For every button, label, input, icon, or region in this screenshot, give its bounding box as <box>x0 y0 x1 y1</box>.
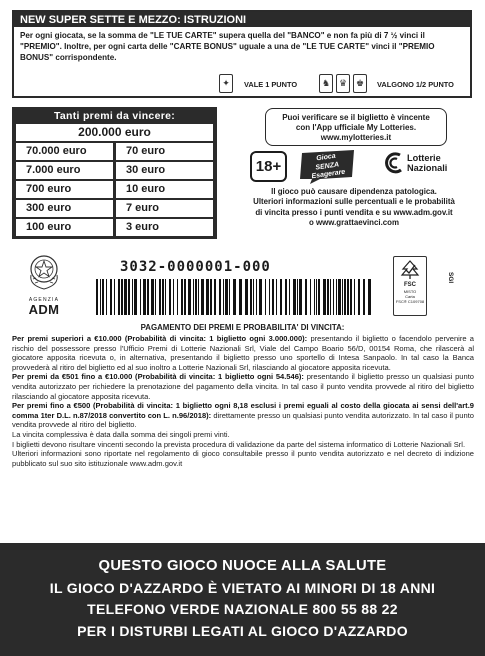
barcode-bar <box>124 279 127 315</box>
lotterie-nazionali-logo <box>407 153 447 173</box>
gioca-line: Esagerare <box>311 168 346 181</box>
barcode-bar <box>193 279 194 315</box>
barcode-bar <box>184 279 186 315</box>
barcode-bar <box>159 279 161 315</box>
king-card-icon: ♚ <box>353 74 367 93</box>
barcode-bar <box>132 279 133 315</box>
app-verify-box <box>265 108 447 146</box>
barcode-bar <box>100 279 101 315</box>
barcode-bar <box>269 279 270 315</box>
barcode-bar <box>310 279 311 315</box>
barcode-bar <box>140 279 141 315</box>
adm-label: ADM <box>28 302 60 317</box>
payment-info <box>12 334 474 468</box>
ace-card-icon: ✦ <box>219 74 233 93</box>
prize-cell: 300 euro <box>16 200 113 217</box>
barcode-bar <box>188 279 191 315</box>
prize-cell: 7 euro <box>116 200 213 217</box>
barcode-bar <box>206 279 209 315</box>
barcode-bar <box>316 279 317 315</box>
barcode-bar <box>293 279 296 315</box>
barcode-bar <box>285 279 287 315</box>
barcode-bar <box>318 279 320 315</box>
jack-card-icon: ♞ <box>319 74 333 93</box>
prize-cell: 10 euro <box>116 181 213 198</box>
barcode-bar <box>198 279 199 315</box>
barcode-bar <box>245 279 248 315</box>
barcode-bar <box>102 279 104 315</box>
warning-line: di vincita presso i punti vendita e su www.adm.gov.it <box>255 207 453 217</box>
gambling-warning <box>238 187 470 229</box>
barcode-bar <box>299 279 302 315</box>
barcode-bar <box>358 279 360 315</box>
barcode-bar <box>165 279 166 315</box>
prize-table-title: Tanti premi da vincere: <box>53 110 176 122</box>
prize-cell: 3 euro <box>116 219 213 236</box>
verify-url: www.mylotteries.it <box>320 133 392 142</box>
barcode-bar <box>330 279 331 315</box>
barcode-bar <box>265 279 266 315</box>
payment-paragraph: Ulteriori informazioni sono riportate nel regolamento di gioco consultabile presso il punto vendita autorizzato e nel decreto di indizione pubblicato sul suo sito istituzionale www.adm.gov.it <box>12 449 474 468</box>
barcode-bar <box>314 279 315 315</box>
barcode <box>96 279 373 315</box>
barcode-bar <box>354 279 355 315</box>
barcode-bar <box>177 279 178 315</box>
warning-line: Ulteriori informazioni sulle percentuali e le probabilità <box>253 197 455 207</box>
barcode-bar <box>363 279 365 315</box>
prize-grid <box>16 143 213 236</box>
barcode-bar <box>151 279 154 315</box>
gioca-senza-esagerare-logo <box>296 149 358 185</box>
barcode-bar <box>327 279 329 315</box>
barcode-bar <box>289 279 290 315</box>
payment-paragraph-text: presentando il biglietto o facendolo pervenire a rischio del possessore presso l'Ufficio Premi di Lotterie Nazionali Srl, Viale del Campo Boario 56/D, 00154 Roma, che rilascerà al giocatore apposita ricevuta o, in alternativa, presentando il biglietto presso uno sportello di Intesa Sanpaolo. In tal caso la Banca provvederà al ritiro del biglietto ed al suo inoltro a Lotterie Nazionali Srl, rilasciando al giocatore apposita ricevuta. <box>12 334 475 372</box>
barcode-bar <box>225 279 228 315</box>
payment-title: PAGAMENTO DEI PREMI E PROBABILITA' DI VINCITA: <box>140 323 345 332</box>
barcode-bar <box>173 279 174 315</box>
instructions-text: Per ogni giocata, se la somma de "LE TUE CARTE" supera quella del "BANCO" e non fa più di 7 ½ vinci il "PREMIO". Inoltre, per ogni carta delle "CARTE BONUS" uguale a una de "LE TUE CARTE" vinci il "PREMIO BONUS" corrispondente. <box>20 31 435 62</box>
queen-card-icon: ♛ <box>336 74 350 93</box>
barcode-bar <box>297 279 298 315</box>
barcode-bar <box>195 279 197 315</box>
prize-cell: 100 euro <box>16 219 113 236</box>
barcode-bar <box>344 279 346 315</box>
barcode-bar <box>336 279 337 315</box>
barcode-bar <box>210 279 212 315</box>
barcode-bar <box>181 279 183 315</box>
barcode-bar <box>162 279 164 315</box>
warning-line: o www.grattaevinci.com <box>308 218 400 228</box>
barcode-bar <box>250 279 252 315</box>
barcode-bar <box>280 279 282 315</box>
agenzia-label: AGENZIA <box>28 297 60 303</box>
barcode-bar <box>350 279 352 315</box>
instructions-header: NEW SUPER SETTE E MEZZO: ISTRUZIONI <box>14 12 470 27</box>
fsc-carta: Carta <box>405 294 415 299</box>
barcode-bar <box>201 279 204 315</box>
banner-line: PER I DISTURBI LEGATI AL GIOCO D'AZZARDO <box>77 622 408 639</box>
gioca-line: SENZA <box>314 160 340 172</box>
barcode-bar <box>256 279 257 315</box>
prize-cell: 30 euro <box>116 162 213 179</box>
verify-line: con l'App ufficiale My Lotteries. <box>295 123 417 132</box>
barcode-bar <box>272 279 274 315</box>
barcode-bar <box>143 279 146 315</box>
barcode-bar <box>239 279 242 315</box>
barcode-bar <box>155 279 156 315</box>
card-value-legend <box>209 74 471 96</box>
barcode-bar <box>253 279 254 315</box>
prize-cell: 7.000 euro <box>16 162 113 179</box>
prize-cell: 700 euro <box>16 181 113 198</box>
payment-paragraph <box>12 334 474 372</box>
payment-paragraph-heading: Per premi superiori a €10.000 (Probabilità di vincita: 1 biglietto ogni 3.000.000): <box>12 334 308 343</box>
barcode-bar <box>305 279 307 315</box>
adm-agency-logo <box>12 251 76 321</box>
ticket-serial-number: 3032-0000001-000 <box>120 259 271 275</box>
barcode-bar <box>106 279 107 315</box>
barcode-bar <box>96 279 98 315</box>
barcode-bar <box>169 279 171 315</box>
payment-paragraph: I biglietti devono risultare vincenti secondo la prevista procedura di validazione da parte del sistema informatico di Lotterie Nazionali Srl. <box>12 439 466 449</box>
age-restriction-badge: 18+ <box>250 151 287 182</box>
health-warning-banner <box>0 543 485 656</box>
lotterie-nazionali-icon <box>385 152 405 174</box>
payment-paragraph-text: presentando il biglietto presso un qualsiasi punto vendita autorizzato per richiedere la prenotazione del pagamento della vincita. In tal caso il punto vendita provvede al ritiro del biglietto rilasciando al giocatore apposita ricevuta. <box>12 372 474 401</box>
instructions-box <box>12 10 472 98</box>
barcode-bar <box>110 279 112 315</box>
fsc-misto: MISTO <box>403 289 417 294</box>
sgi-label: SGI <box>447 272 454 284</box>
tree-check-icon <box>398 259 422 281</box>
barcode-bar <box>121 279 123 315</box>
barcode-bar <box>347 279 349 315</box>
payment-paragraph: La vincita complessiva è data dalla somma dei singoli premi vinti. <box>12 429 230 439</box>
payment-paragraph <box>12 401 474 430</box>
italian-emblem-icon <box>25 251 63 291</box>
barcode-bar <box>333 279 334 315</box>
barcode-bar <box>368 279 371 315</box>
barcode-bar <box>259 279 262 315</box>
prize-table <box>12 107 217 239</box>
barcode-bar <box>118 279 120 315</box>
barcode-bar <box>219 279 221 315</box>
payment-paragraph-text: direttamente presso un qualsiasi punto vendita autorizzato. In tal caso il punto vendita provvede al ritiro del biglietto. <box>12 410 474 430</box>
half-point-label: VALGONO 1/2 PUNTO <box>377 80 454 89</box>
banner-line: TELEFONO VERDE NAZIONALE 800 55 88 22 <box>87 601 398 617</box>
gioca-line: Gioca <box>315 152 337 163</box>
warning-line: Il gioco può causare dipendenza patologica. <box>271 187 437 196</box>
prize-cell: 70 euro <box>116 143 213 160</box>
barcode-bar <box>114 279 115 315</box>
barcode-bar <box>229 279 230 315</box>
barcode-bar <box>276 279 277 315</box>
banner-line: QUESTO GIOCO NUOCE ALLA SALUTE <box>98 558 387 574</box>
top-prize: 200.000 euro <box>16 124 213 141</box>
barcode-bar <box>342 279 343 315</box>
barcode-bar <box>338 279 341 315</box>
prize-cell: 70.000 euro <box>16 143 113 160</box>
fsc-code: FSC® C109708 <box>395 299 425 304</box>
payment-paragraph-heading: Per premi fino a €500 (Probabilità di vincita: 1 biglietto ogni 8,18 esclusi i premi eguali al costo della giocata ai sensi dell'art.9 comma 1ter D.L. n.87/2018 convertito con L. n.96/2018): <box>12 401 474 420</box>
payment-paragraph <box>12 372 474 401</box>
fsc-label: FSC <box>404 282 416 288</box>
verify-line: Puoi verificare se il biglietto è vincente <box>282 113 430 122</box>
payment-paragraph-heading: Per premi da €501 fino a €10.000 (Probabilità di vincita: 1 biglietto ogni 54.546): <box>12 372 304 382</box>
barcode-bar <box>214 279 216 315</box>
barcode-bar <box>147 279 149 315</box>
barcode-bar <box>223 279 224 315</box>
barcode-bar <box>128 279 130 315</box>
one-point-label: VALE 1 PUNTO <box>244 80 298 89</box>
banner-line: IL GIOCO D'AZZARDO È VIETATO AI MINORI DI 18 ANNI <box>49 579 436 596</box>
barcode-bar <box>233 279 236 315</box>
lotterie-line: Nazionali <box>407 163 448 173</box>
lotterie-line: Lotterie <box>407 153 441 163</box>
barcode-bar <box>323 279 326 315</box>
barcode-bar <box>134 279 137 315</box>
fsc-certification-logo <box>393 256 427 316</box>
